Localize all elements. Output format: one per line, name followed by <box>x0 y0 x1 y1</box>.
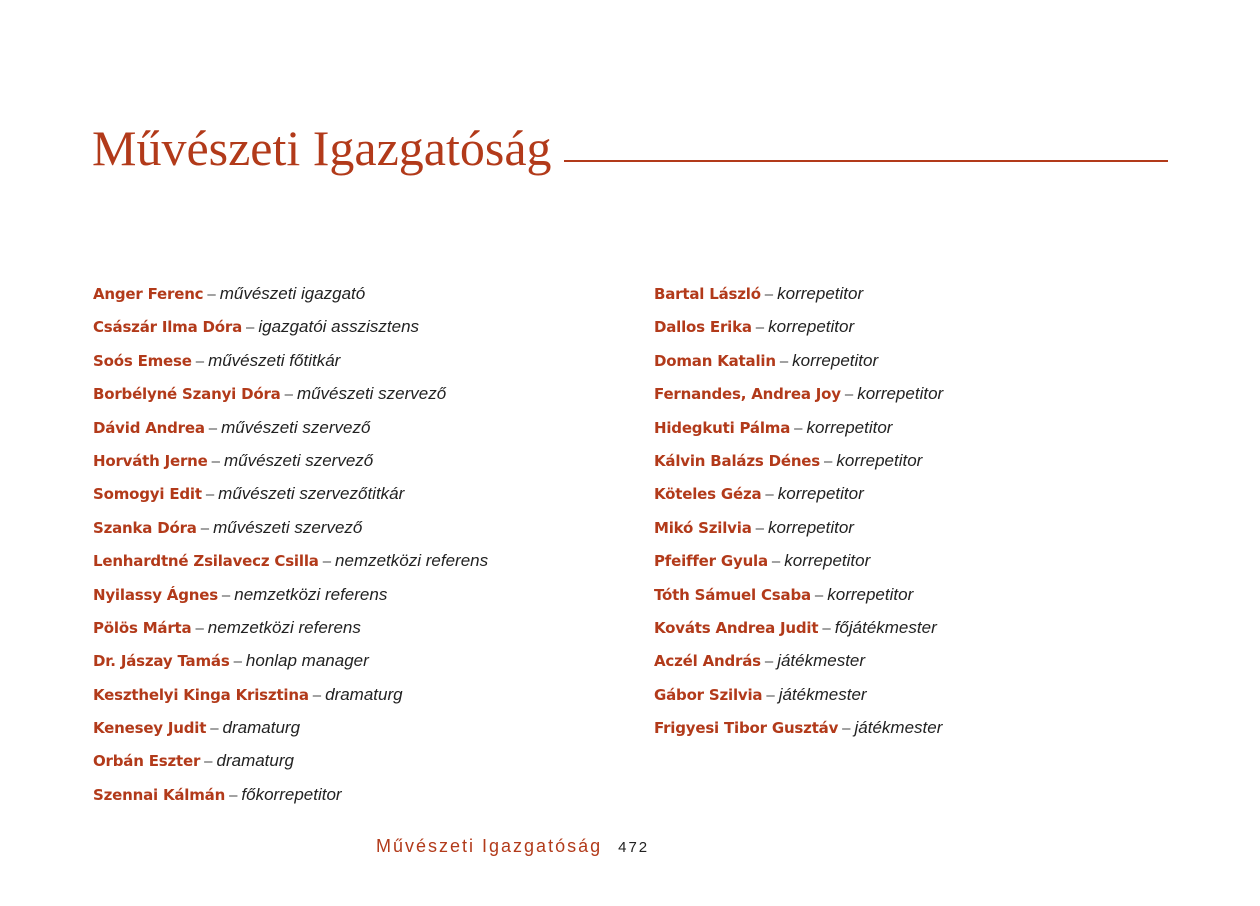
staff-entry <box>93 715 633 748</box>
page-title: Művészeti Igazgatóság <box>92 120 552 176</box>
dash-separator: – <box>765 486 774 504</box>
dash-separator: – <box>233 653 242 671</box>
staff-entry <box>93 281 633 314</box>
staff-entry <box>654 682 1174 715</box>
staff-entry <box>93 415 633 448</box>
dash-separator: – <box>822 619 831 637</box>
staff-role: dramaturg <box>325 684 403 704</box>
staff-name: Kenesey Judit <box>93 719 207 738</box>
page-header <box>92 118 1168 178</box>
staff-entry <box>654 448 1174 481</box>
staff-role: korrepetitor <box>792 350 879 370</box>
staff-entry <box>93 481 633 514</box>
staff-name: Doman Katalin <box>654 351 776 370</box>
dash-separator: – <box>844 386 854 404</box>
staff-name: Mikó Szilvia <box>654 518 752 537</box>
staff-role: művészeti szervező <box>213 517 363 537</box>
dash-separator: – <box>210 720 219 738</box>
staff-name: Horváth Jerne <box>93 451 208 470</box>
staff-role: nemzetközi referens <box>234 584 388 604</box>
staff-role: dramaturg <box>216 751 294 771</box>
staff-entry <box>93 448 633 481</box>
staff-role: művészeti szervező <box>296 384 447 404</box>
staff-role: korrepetitor <box>806 417 893 437</box>
staff-name: Tóth Sámuel Csaba <box>654 585 811 604</box>
staff-name: Frigyesi Tibor Gusztáv <box>654 719 839 738</box>
staff-entry <box>93 648 633 681</box>
dash-separator: – <box>794 419 803 437</box>
staff-entry <box>654 648 1174 681</box>
staff-role: korrepetitor <box>777 484 864 504</box>
dash-separator: – <box>200 519 210 537</box>
staff-role: főkorrepetitor <box>241 784 342 804</box>
staff-entry <box>93 548 633 581</box>
dash-separator: – <box>195 352 205 370</box>
staff-list-left <box>93 281 633 815</box>
dash-separator: – <box>755 519 764 537</box>
staff-role: korrepetitor <box>857 384 944 404</box>
staff-entry <box>654 481 1174 514</box>
staff-name: Hidegkuti Pálma <box>654 418 791 437</box>
staff-role: játékmester <box>854 718 943 738</box>
staff-role: művészeti főtitkár <box>208 350 341 370</box>
dash-separator: – <box>195 619 204 637</box>
staff-role: nemzetközi referens <box>335 551 489 571</box>
staff-name: Bartal László <box>654 285 761 303</box>
staff-entry <box>93 615 633 648</box>
staff-entry <box>93 348 633 381</box>
staff-entry <box>654 415 1174 448</box>
staff-name: Soós Emese <box>93 351 192 370</box>
dash-separator: – <box>842 720 851 738</box>
staff-name: Kováts Andrea Judit <box>654 618 819 637</box>
dash-separator: – <box>208 419 218 437</box>
staff-entry <box>654 515 1174 548</box>
staff-entry <box>93 381 633 414</box>
staff-entry <box>654 314 1174 347</box>
staff-role: dramaturg <box>222 718 301 738</box>
dash-separator: – <box>764 653 774 671</box>
staff-name: Császár Ilma Dóra <box>93 318 243 337</box>
staff-name: Anger Ferenc <box>93 285 204 303</box>
staff-role: korrepetitor <box>767 517 854 537</box>
page-footer <box>376 836 649 857</box>
staff-role: művészeti szervező <box>223 450 374 470</box>
staff-role: igazgatói asszisztens <box>258 317 420 337</box>
staff-role: korrepetitor <box>827 584 914 604</box>
dash-separator: – <box>207 286 216 303</box>
dash-separator: – <box>814 586 824 604</box>
staff-entry <box>654 715 1174 748</box>
staff-role: játékmester <box>777 651 866 671</box>
staff-name: Pfeiffer Gyula <box>654 552 768 571</box>
staff-role: művészeti igazgató <box>219 284 366 303</box>
staff-name: Nyilassy Ágnes <box>93 585 218 604</box>
staff-role: nemzetközi referens <box>207 617 361 637</box>
staff-entry <box>93 515 633 548</box>
staff-name: Orbán Eszter <box>93 752 201 771</box>
staff-entry <box>654 381 1174 414</box>
staff-role: korrepetitor <box>768 317 855 337</box>
dash-separator: – <box>204 753 213 771</box>
staff-role: honlap manager <box>245 651 369 671</box>
staff-entry <box>93 748 633 781</box>
dash-separator: – <box>312 686 322 704</box>
staff-name: Lenhardtné Zsilavecz Csilla <box>93 552 319 571</box>
staff-role: művészeti szervező <box>221 417 371 437</box>
dash-separator: – <box>755 319 765 337</box>
dash-separator: – <box>205 486 215 504</box>
staff-entry <box>93 782 633 815</box>
staff-list-right <box>654 281 1174 748</box>
staff-name: Aczél András <box>654 652 761 671</box>
staff-name: Dallos Erika <box>654 318 752 337</box>
staff-entry <box>654 348 1174 381</box>
staff-name: Szanka Dóra <box>93 518 197 537</box>
staff-role: korrepetitor <box>784 551 871 571</box>
staff-name: Pölös Márta <box>93 618 192 637</box>
staff-entry <box>654 281 1174 314</box>
staff-role: művészeti szervezőtitkár <box>218 484 405 504</box>
staff-entry <box>654 548 1174 581</box>
staff-entry <box>93 314 633 347</box>
dash-separator: – <box>771 553 781 571</box>
footer-section-title: Művészeti Igazgatóság <box>376 836 603 856</box>
dash-separator: – <box>824 452 833 470</box>
staff-entry <box>93 582 633 615</box>
dash-separator: – <box>211 452 220 470</box>
staff-role: korrepetitor <box>836 450 923 470</box>
page-number: 472 <box>618 839 650 856</box>
dash-separator: – <box>229 786 238 804</box>
staff-entry <box>654 582 1174 615</box>
staff-name: Köteles Géza <box>654 485 762 504</box>
dash-separator: – <box>284 386 293 404</box>
staff-entry <box>654 615 1174 648</box>
dash-separator: – <box>221 586 231 604</box>
dash-separator: – <box>322 553 332 571</box>
staff-name: Kálvin Balázs Dénes <box>654 451 821 470</box>
staff-name: Borbélyné Szanyi Dóra <box>93 385 281 404</box>
dash-separator: – <box>246 319 255 337</box>
dash-separator: – <box>779 352 789 370</box>
dash-separator: – <box>766 686 775 704</box>
staff-name: Dávid Andrea <box>93 418 205 437</box>
staff-name: Keszthelyi Kinga Krisztina <box>93 685 309 704</box>
staff-role: korrepetitor <box>777 284 864 303</box>
staff-role: játékmester <box>778 684 867 704</box>
staff-name: Szennai Kálmán <box>93 785 226 804</box>
title-rule <box>564 160 1168 162</box>
staff-role: főjátékmester <box>834 617 937 637</box>
staff-name: Dr. Jászay Tamás <box>93 652 230 671</box>
staff-name: Gábor Szilvia <box>654 685 763 704</box>
staff-entry <box>93 682 633 715</box>
staff-name: Somogyi Edit <box>93 485 202 504</box>
dash-separator: – <box>764 286 774 303</box>
staff-name: Fernandes, Andrea Joy <box>654 385 841 404</box>
